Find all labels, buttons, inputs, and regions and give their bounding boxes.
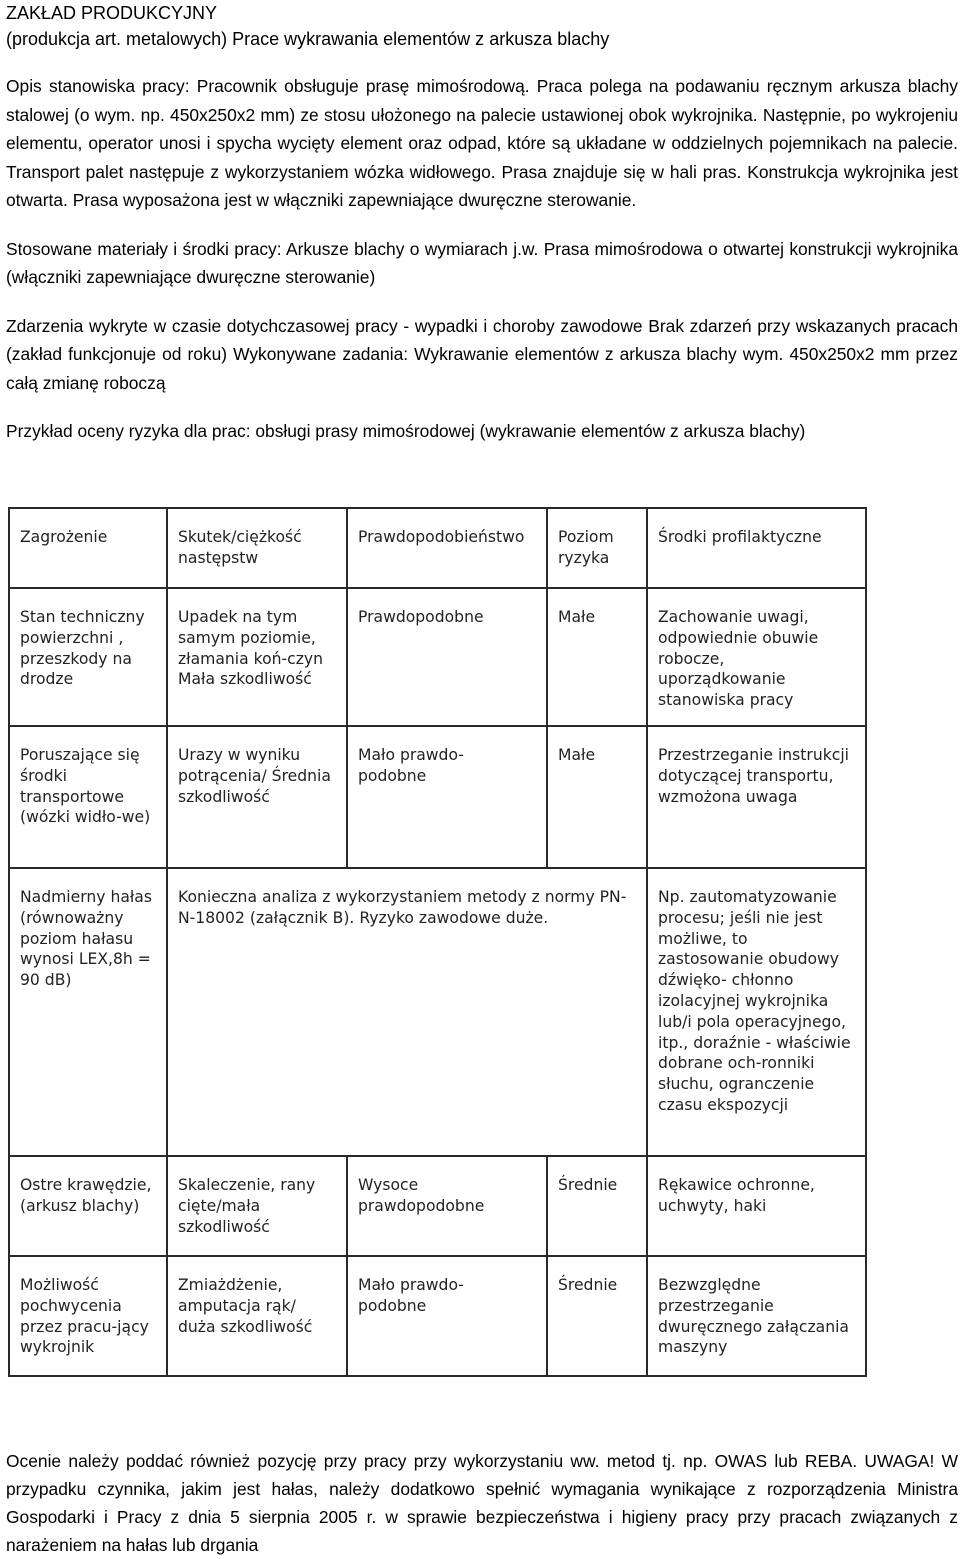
cell-measures: Bezwzględne przestrzeganie dwuręcznego załączania maszyny (647, 1256, 866, 1376)
cell-effect: Upadek na tym samym poziomie, złamania koń-czyn Mała szkodliwość (167, 588, 347, 726)
cell-hazard: Ostre krawędzie, (arkusz blachy) (9, 1156, 167, 1256)
cell-measures: Np. zautomatyzowanie procesu; jeśli nie jest możliwe, to zastosowanie obudowy dźwięko- chłonno izolacyjnej wykrojnika lub/i pola operacyjnego, itp., doraźnie - właściwie dobrane och-ronniki słuchu, ogranczenie czasu ekspozycji (647, 868, 866, 1156)
cell-risk: Małe (547, 726, 647, 868)
cell-measures: Przestrzeganie instrukcji dotyczącej transportu, wzmożona uwaga (647, 726, 866, 868)
header-risk: Poziom ryzyka (547, 508, 647, 588)
incidents-paragraph: Zdarzenia wykryte w czasie dotychczasowej pracy - wypadki i choroby zawodowe Brak zdarzeń przy wskazanych pracach (zakład funkcjonuje od roku) Wykonywane zadania: Wykrawanie elementów z arkusza blachy wym. 450x250x2 mm przez całą zmianę roboczą (6, 315, 958, 393)
cell-measures: Zachowanie uwagi, odpowiednie obuwie robocze, uporządkowanie stanowiska pracy (647, 588, 866, 726)
cell-measures: Rękawice ochronne, uchwyty, haki (647, 1156, 866, 1256)
document-page (6, 0, 958, 446)
table-row (9, 588, 866, 726)
cell-effect: Zmiażdżenie, amputacja rąk/ duża szkodliwość (167, 1256, 347, 1376)
table-row (9, 868, 866, 1156)
cell-analysis: Konieczna analiza z wykorzystaniem metody z normy PN-N-18002 (załącznik B). Ryzyko zawodowe duże. (167, 868, 647, 1156)
cell-risk: Małe (547, 588, 647, 726)
table-header-row (9, 508, 866, 588)
header-hazard: Zagrożenie (9, 508, 167, 588)
document-title: ZAKŁAD PRODUKCYJNY (6, 3, 218, 23)
table-row (9, 726, 866, 868)
header-effect: Skutek/ciężkość następstw (167, 508, 347, 588)
workstation-description: Opis stanowiska pracy: Pracownik obsługuje prasę mimośrodową. Praca polega na podawaniu ręcznym arkusza blachy stalowej (o wym. np. 450x250x2 mm) ze stosu ułożonego na palecie ustawionej obok wykrojnika. Następnie, po wykrojeniu elementu, operator unosi i spycha wycięty element oraz odpad, które są układane w oddzielnych pojemnikach na palecie. Transport palet następuje z wykorzystaniem wózka widłowego. Prasa znajduje się w hali pras. Konstrukcja wykrojnika jest otwarta. Prasa wyposażona jest w włączniki zapewniające dwuręczne sterowanie. (6, 76, 958, 210)
header-measures: Środki profilaktyczne (647, 508, 866, 588)
header-probability: Prawdopodobieństwo (347, 508, 547, 588)
cell-hazard: Nadmierny hałas (równoważny poziom hałasu wynosi LEX,8h = 90 dB) (9, 868, 167, 1156)
cell-effect: Urazy w wyniku potrącenia/ Średnia szkodliwość (167, 726, 347, 868)
risk-assessment-table (8, 507, 867, 1377)
cell-risk: Średnie (547, 1156, 647, 1256)
table-row (9, 1156, 866, 1256)
footer-note: Ocenie należy poddać również pozycję przy pracy przy wykorzystaniu ww. metod tj. np. OWAS lub REBA. UWAGA! W przypadku czynnika, jakim jest hałas, należy dodatkowo spełnić wymagania wynikające z rozporządzenia Ministra Gospodarki i Pracy z dnia 5 sierpnia 2005 r. w sprawie bezpieczeństwa i higieny pracy przy pracach związanych z narażeniem na hałas lub drgania (6, 1451, 958, 1556)
materials-paragraph: Stosowane materiały i środki pracy: Arkusze blachy o wymiarach j.w. Prasa mimośrodowa o otwartej konstrukcji wykrojnika (włączniki zapewniające dwuręczne sterowanie) (6, 238, 958, 287)
cell-effect: Skaleczenie, rany cięte/mała szkodliwość (167, 1156, 347, 1256)
cell-hazard: Możliwość pochwycenia przez pracu-jący wykrojnik (9, 1256, 167, 1376)
cell-probability: Wysoce prawdopodobne (347, 1156, 547, 1256)
cell-probability: Mało prawdo- podobne (347, 726, 547, 868)
cell-hazard: Poruszające się środki transportowe (wózki widło-we) (9, 726, 167, 868)
cell-probability: Mało prawdo- podobne (347, 1256, 547, 1376)
cell-risk: Średnie (547, 1256, 647, 1376)
example-heading: Przykład oceny ryzyka dla prac: obsługi prasy mimośrodowej (wykrawanie elementów z arkusza blachy) (6, 421, 806, 441)
table-row (9, 1256, 866, 1376)
document-subtitle: (produkcja art. metalowych) Prace wykrawania elementów z arkusza blachy (6, 29, 610, 49)
cell-hazard: Stan techniczny powierzchni , przeszkody na drodze (9, 588, 167, 726)
cell-probability: Prawdopodobne (347, 588, 547, 726)
